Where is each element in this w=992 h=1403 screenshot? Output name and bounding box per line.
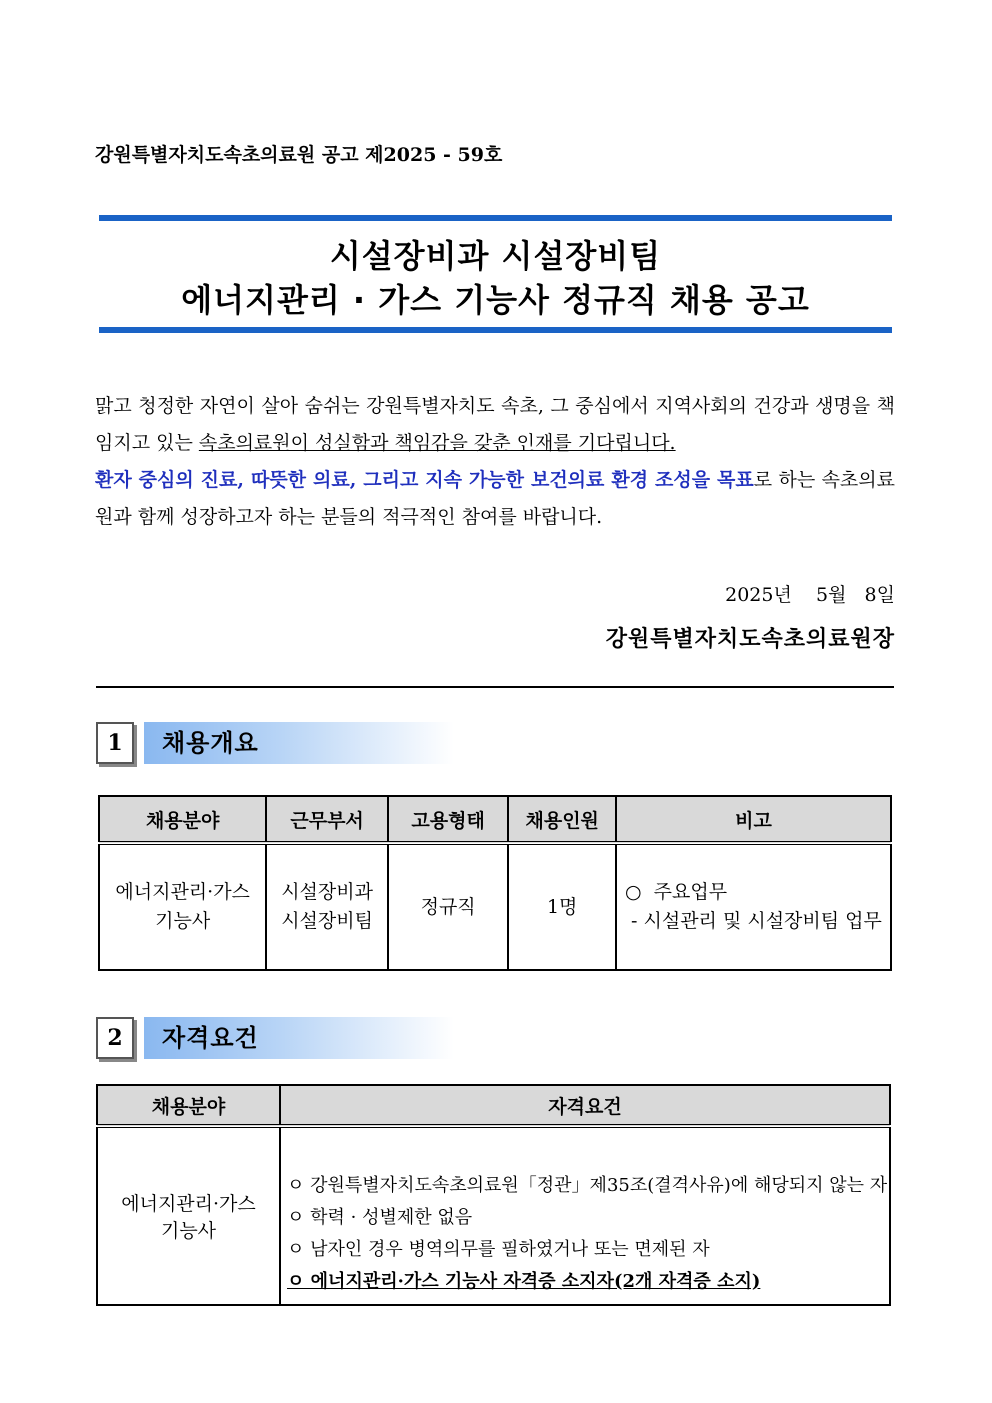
intro-p2-highlight: 환자 중심의 진료, 따뜻한 의료, 그리고 지속 가능한 보건의료 환경 조성을 목표: [95, 469, 754, 491]
table-header-row: [97, 1085, 890, 1126]
dept-line-2: 시설장비팀: [281, 910, 373, 932]
intro-p1-underlined: 속초의료원이 성실함과 책임감을 갖춘 인재를 기다립니다.: [198, 432, 676, 454]
header-requirements: 자격요건: [280, 1085, 890, 1126]
cell-field: [97, 1126, 280, 1305]
section-1-number: 1: [96, 722, 134, 764]
cell-dept: [266, 843, 388, 970]
header-note: 비고: [616, 796, 891, 843]
header-count: 채용인원: [508, 796, 616, 843]
field-line-1: 에너지관리·가스: [115, 881, 250, 903]
title-box: [99, 215, 892, 333]
note-line-1: ○ 주요업무: [625, 881, 728, 903]
title-top-bar: [99, 215, 892, 221]
section-1-label: 채용개요: [144, 722, 454, 764]
cell-note: [616, 843, 891, 970]
intro-p1-text: 맑고 청정한 자연이 살아 숨쉬는 강원특별자치도 속초, 그 중심에서 지역사회의 건강과 생명을 책임지고 있는: [95, 395, 895, 454]
table-row: [97, 1126, 890, 1305]
intro-text: [95, 388, 895, 536]
recruitment-overview-table: [98, 795, 892, 971]
cell-type: 정규직: [388, 843, 509, 970]
intro-paragraph-1: [95, 388, 895, 462]
section-1-header: [96, 722, 456, 768]
field-line-2: 기능사: [160, 1220, 217, 1242]
cell-field: [99, 843, 266, 970]
intro-paragraph-2: [95, 462, 895, 536]
qualification-table: [96, 1084, 891, 1306]
requirement-item-license: ㅇ 에너지관리·가스 기능사 자격증 소지자(2개 자격증 소지): [287, 1271, 761, 1292]
title-line-1: 시설장비과 시설장비팀: [329, 237, 662, 275]
cell-requirements: [280, 1126, 890, 1305]
header-dept: 근무부서: [266, 796, 388, 843]
notice-number: 강원특별자치도속초의료원 공고 제2025 - 59호: [95, 144, 503, 166]
requirement-item: ㅇ 남자인 경우 병역의무를 필하였거나 또는 면제된 자: [287, 1239, 710, 1260]
section-2-label: 자격요건: [144, 1017, 454, 1059]
table-header-row: [99, 796, 891, 843]
requirement-item: ㅇ 강원특별자치도속초의료원「정관」제35조(결격사유)에 해당되지 않는 자: [287, 1175, 888, 1196]
table-row: [99, 843, 891, 970]
signer: 강원특별자치도속초의료원장: [605, 626, 895, 652]
field-line-2: 기능사: [155, 910, 211, 932]
announcement-date: 2025년 5월 8일: [725, 584, 895, 606]
requirements-list: [281, 1142, 889, 1304]
requirement-item: ㅇ 학력 · 성별제한 없음: [287, 1207, 473, 1228]
header-field: 채용분야: [97, 1085, 280, 1126]
title-bottom-bar: [99, 327, 892, 333]
header-field: 채용분야: [99, 796, 266, 843]
section-2-number: 2: [96, 1017, 134, 1059]
dept-line-1: 시설장비과: [281, 881, 373, 903]
field-line-1: 에너지관리·가스: [121, 1193, 256, 1215]
divider: [96, 686, 894, 688]
note-line-2: - 시설관리 및 시설장비팀 업무: [625, 910, 882, 932]
title-line-2: 에너지관리 · 가스 기능사 정규직 채용 공고: [181, 281, 810, 319]
header-type: 고용형태: [388, 796, 509, 843]
cell-count: 1명: [508, 843, 616, 970]
section-2-header: [96, 1017, 456, 1063]
intro-p2-text: 로 하는 속초의료원과 함께 성장하고자 하는 분들의 적극적인 참여를 바랍니다.: [95, 469, 895, 528]
